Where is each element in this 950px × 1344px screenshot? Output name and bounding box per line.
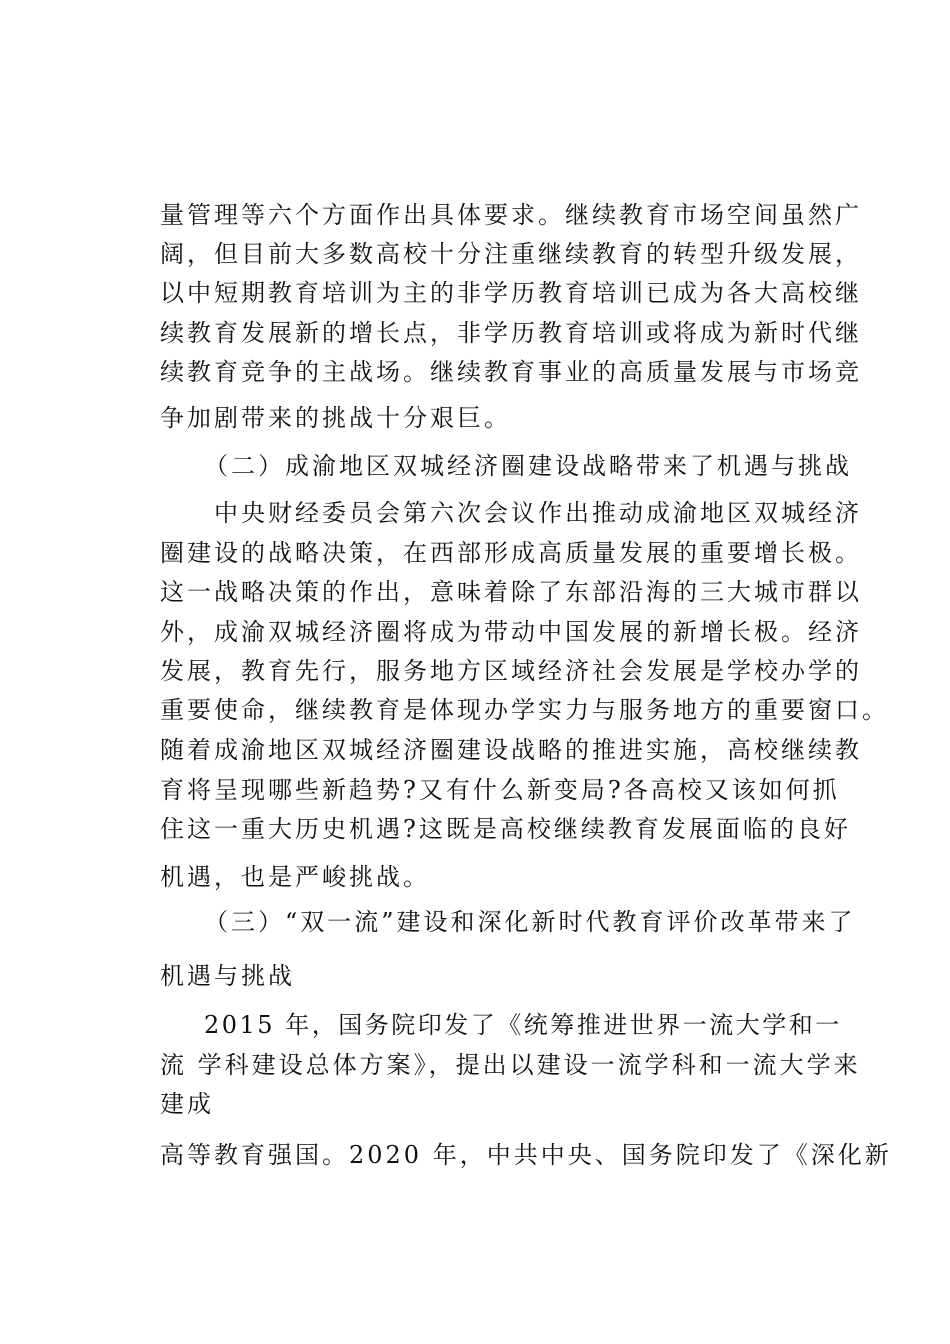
paragraph-2-line-8: 育将呈现哪些新趋势?又有什么新变局?各高校又该如何抓 <box>160 776 840 804</box>
paragraph-1-line-1: 量管理等六个方面作出具体要求。继续教育市场空间虽然广 <box>160 201 862 229</box>
paragraph-3-line-2: 流 学科建设总体方案》，提出以建设一流学科和一流大学来 <box>160 1051 861 1079</box>
paragraph-3-line-1: 2015 年，国务院印发了《统筹推进世界一流大学和一 <box>204 1011 842 1039</box>
paragraph-2-line-1: 中央财经委员会第六次会议作出推动成渝地区双城经济 <box>214 499 862 527</box>
paragraph-3-line-3: 建成 <box>160 1090 214 1118</box>
paragraph-2-line-10: 机遇，也是严峻挑战。 <box>160 863 430 891</box>
paragraph-1-line-6: 争加剧带来的挑战十分艰巨。 <box>160 404 511 432</box>
paragraph-2-line-4: 外，成渝双城经济圈将成为带动中国发展的新增长极。经济 <box>160 618 862 646</box>
paragraph-2-line-2: 圈建设的战略决策，在西部形成高质量发展的重要增长极。 <box>160 539 862 567</box>
section-heading-3-line-2: 机遇与挑战 <box>160 962 295 990</box>
paragraph-2-line-5: 发展，教育先行，服务地方区域经济社会发展是学校办学的 <box>160 657 862 685</box>
paragraph-1-line-3: 以中短期教育培训为主的非学历教育培训已成为各大高校继 <box>160 279 862 307</box>
paragraph-1-line-2: 阔，但目前大多数高校十分注重继续教育的转型升级发展， <box>160 240 862 268</box>
paragraph-1-line-4: 续教育发展新的增长点，非学历教育培训或将成为新时代继 <box>160 319 862 347</box>
paragraph-2-line-9: 住这一重大历史机遇?这既是高校继续教育发展面临的良好 <box>160 815 851 843</box>
paragraph-2-line-3: 这一战略决策的作出，意味着除了东部沿海的三大城市群以 <box>160 578 862 606</box>
section-heading-2: （二）成渝地区双城经济圈建设战略带来了机遇与挑战 <box>204 452 852 480</box>
paragraph-3-line-4: 高等教育强国。2020 年，中共中央、国务院印发了《深化新 <box>160 1141 892 1169</box>
section-heading-3-line-1: （三）“双一流”建设和深化新时代教育评价改革带来了 <box>204 908 856 936</box>
paragraph-2-line-7: 随着成渝地区双城经济圈建设战略的推进实施，高校继续教 <box>160 736 862 764</box>
paragraph-1-line-5: 续教育竞争的主战场。继续教育事业的高质量发展与市场竞 <box>160 358 862 386</box>
paragraph-2-line-6: 重要使命，继续教育是体现办学实力与服务地方的重要窗口。 <box>160 696 889 724</box>
